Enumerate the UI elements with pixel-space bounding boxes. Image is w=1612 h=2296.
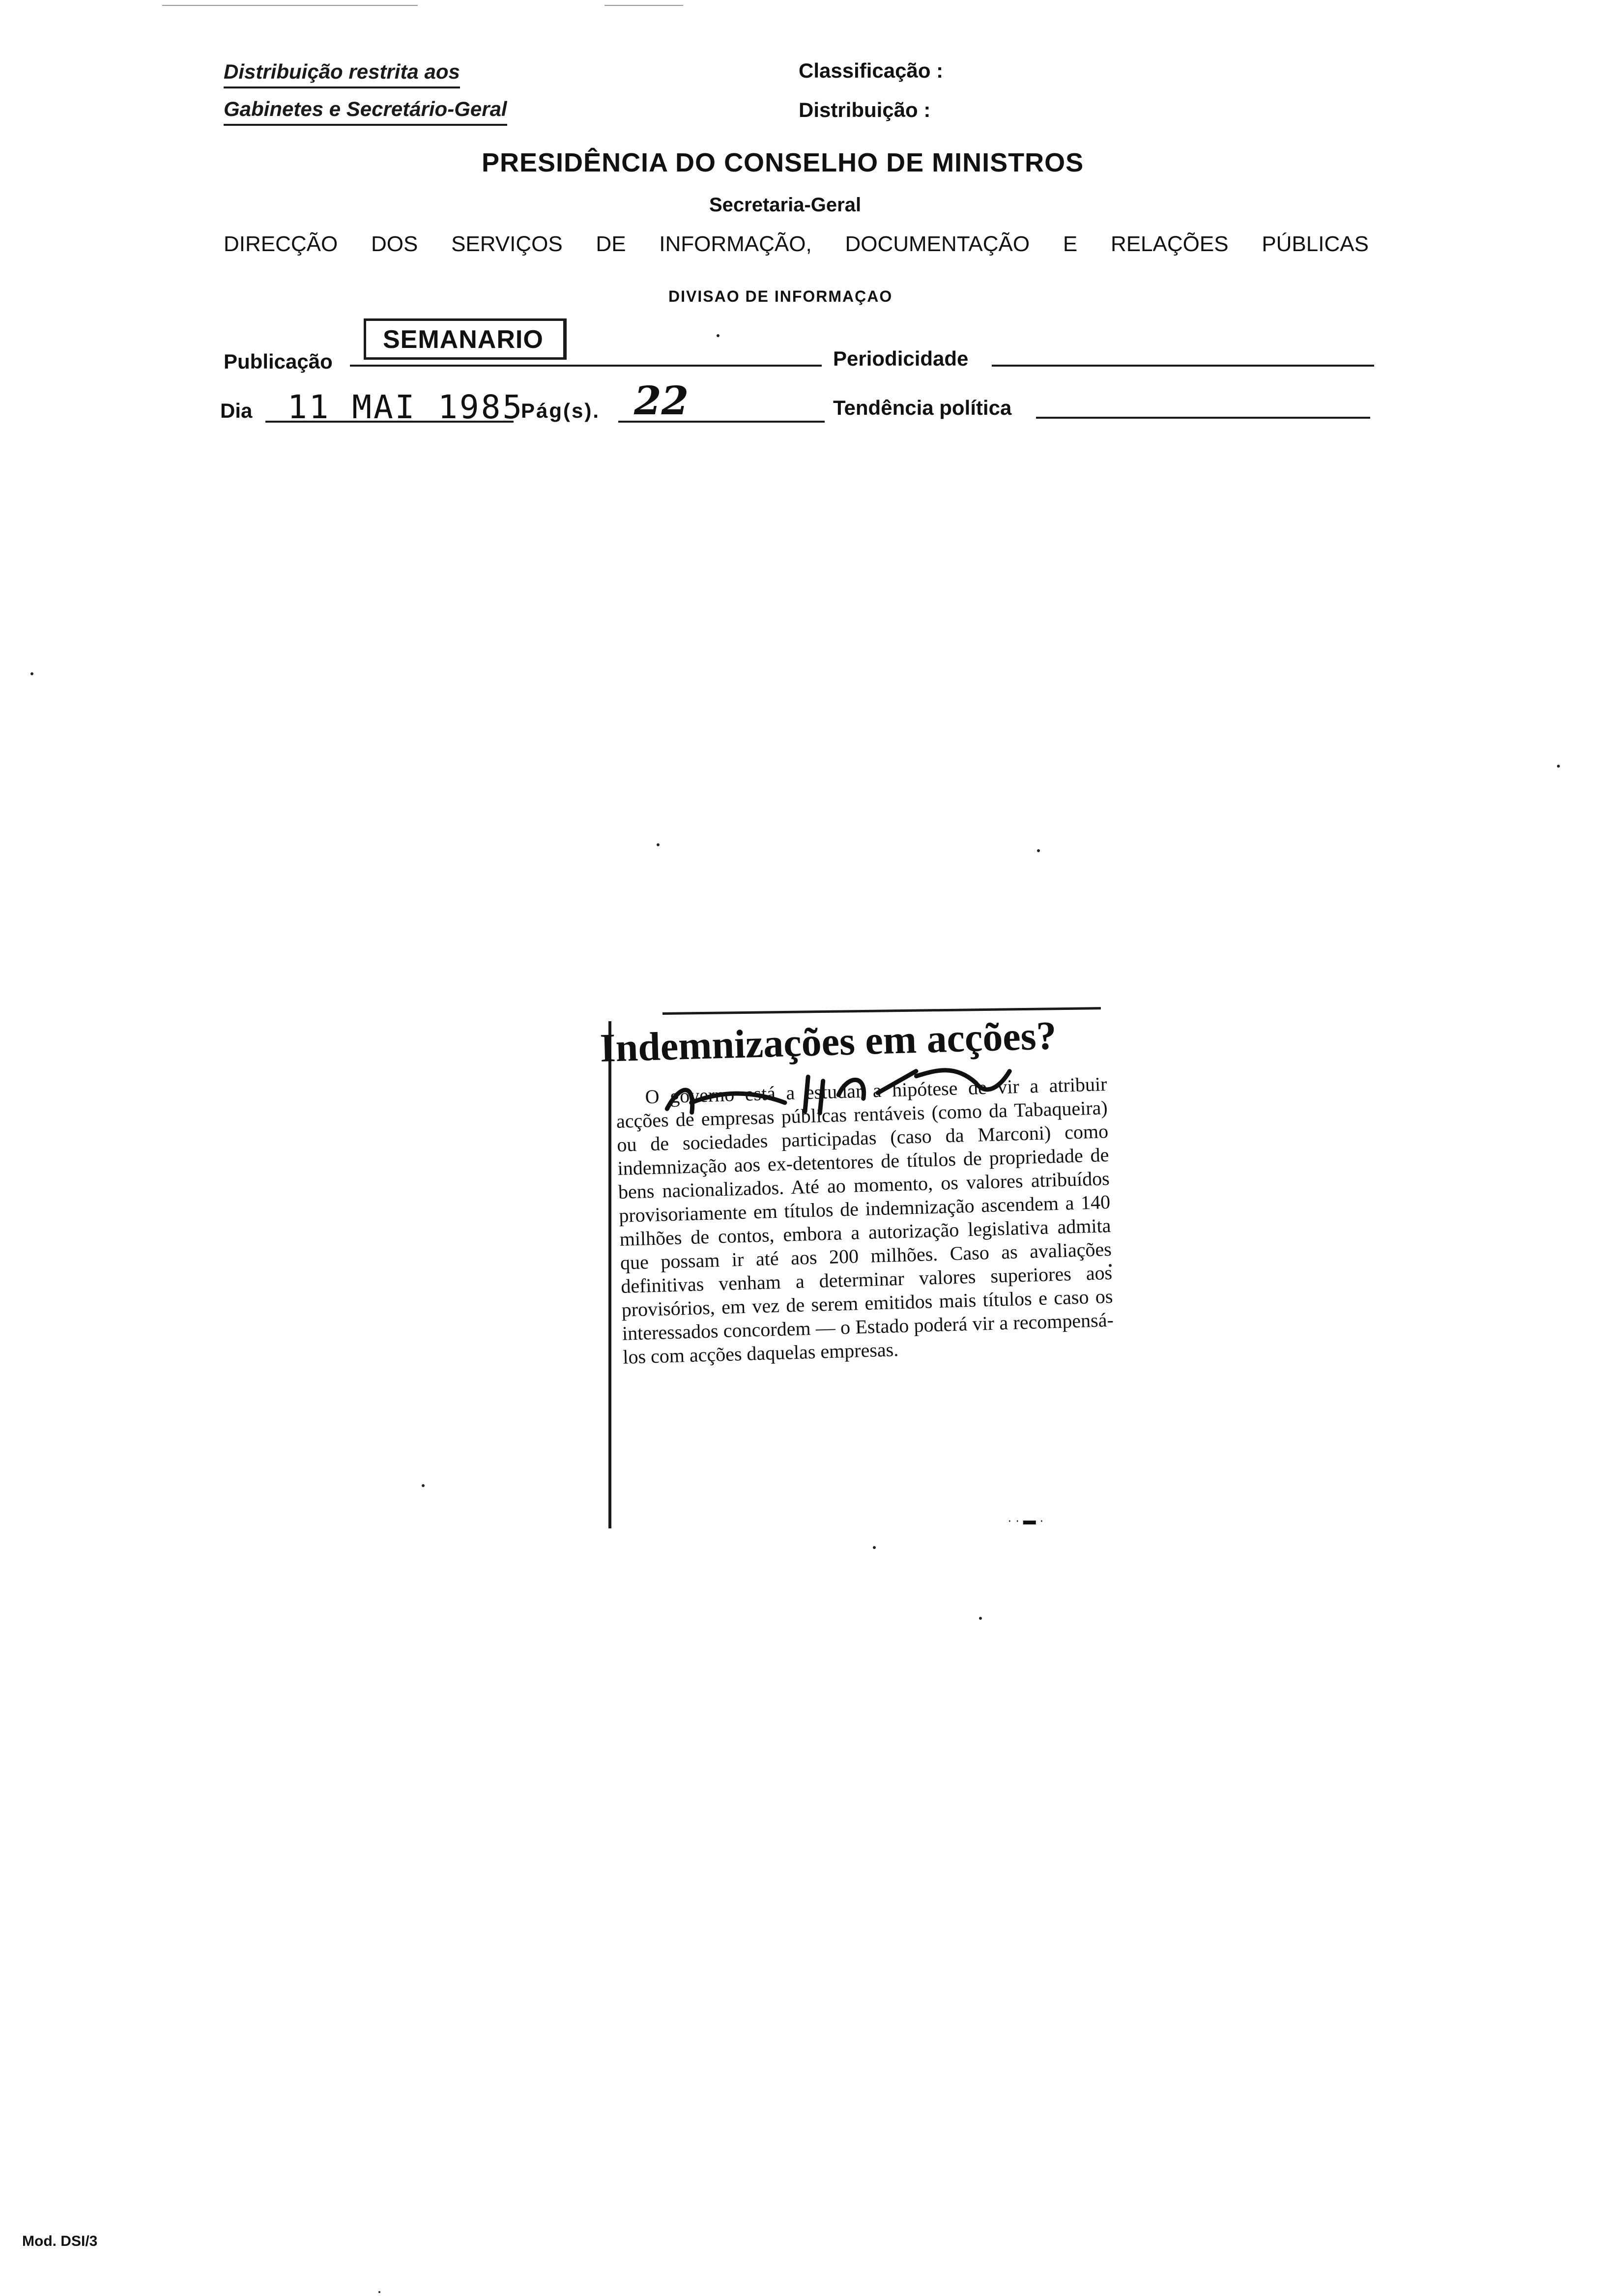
- clipping-left-rule: [608, 1021, 611, 1528]
- dia-value: 11 MAI 1985: [288, 388, 524, 426]
- distribuicao-label: Distribuição :: [799, 98, 931, 121]
- directorate-word: DIRECÇÃO: [224, 232, 338, 256]
- periodicidade-label: Periodicidade: [833, 347, 969, 370]
- directorate-word: DOS: [371, 232, 418, 256]
- directorate-word: RELAÇÕES: [1110, 232, 1229, 256]
- page-title: PRESIDÊNCIA DO CONSELHO DE MINISTROS: [482, 148, 1084, 177]
- directorate-word: DE: [596, 232, 626, 256]
- ink-speck: [873, 1546, 876, 1549]
- top-edge-mark: [604, 5, 683, 6]
- pags-label: Pág(s).: [521, 399, 601, 422]
- publicacao-label: Publicação: [224, 350, 333, 373]
- dia-label: Dia: [220, 399, 253, 422]
- periodicidade-underline: [992, 365, 1374, 367]
- restriction-line-1: Distribuição restrita aos: [224, 60, 460, 88]
- directorate-word: INFORMAÇÃO,: [659, 232, 812, 256]
- clipping-headline: Indemnizações em acções?: [599, 1013, 1057, 1071]
- directorate-line: [224, 232, 1369, 257]
- clipping-paragraph: O governo está a estudar a hipótese de vir a atribuir acções de empresas públicas rentáveis (como da Tabaqueira) ou de sociedades participadas (caso da Marconi) como indemnização aos ex-detentores de títulos de propriedade de bens nacionalizados. Até ao momento, os valores atribuídos provisoriamente em títulos de indemnização ascendem a 140 milhões de contos, embora a autorização legislativa admita que possam ir até aos 200 milhões. Caso as avaliações definitivas venham a determinar valores superiores aos provisórios, em vez de serem emitidos mais títulos e caso os interessados concordem — o Estado poderá vir a recompensá-los com acções daquelas empresas.: [616, 1073, 1114, 1368]
- classificacao-label: Classificação :: [799, 59, 944, 82]
- dia-underline: [265, 421, 514, 423]
- tendencia-label: Tendência política: [833, 396, 1012, 419]
- clipping-noise-marks: · · ▬ ·: [1008, 1513, 1044, 1527]
- ink-speck: [378, 2291, 380, 2293]
- directorate-word: E: [1063, 232, 1078, 256]
- tendencia-underline: [1036, 417, 1370, 419]
- ink-speck: [422, 1484, 425, 1487]
- top-edge-mark: [162, 5, 418, 6]
- publication-stamp: SEMANARIO: [364, 318, 567, 360]
- pags-underline: [618, 421, 825, 423]
- publicacao-underline: [350, 365, 822, 367]
- restriction-line-2: Gabinetes e Secretário-Geral: [224, 97, 507, 126]
- page-subtitle: Secretaria-Geral: [709, 194, 862, 216]
- directorate-word: PÚBLICAS: [1262, 232, 1369, 256]
- directorate-word: SERVIÇOS: [451, 232, 563, 256]
- division-label: DIVISAO DE INFORMAÇAO: [668, 287, 893, 305]
- pags-value: 22: [634, 377, 689, 424]
- ink-speck: [717, 334, 720, 337]
- ink-speck: [979, 1617, 982, 1620]
- ink-speck: [1037, 849, 1040, 852]
- ink-speck: [1557, 765, 1560, 768]
- ink-speck: [30, 672, 33, 675]
- model-label: Mod. DSI/3: [22, 2233, 98, 2249]
- directorate-word: DOCUMENTAÇÃO: [845, 232, 1030, 256]
- ink-speck: [657, 843, 660, 846]
